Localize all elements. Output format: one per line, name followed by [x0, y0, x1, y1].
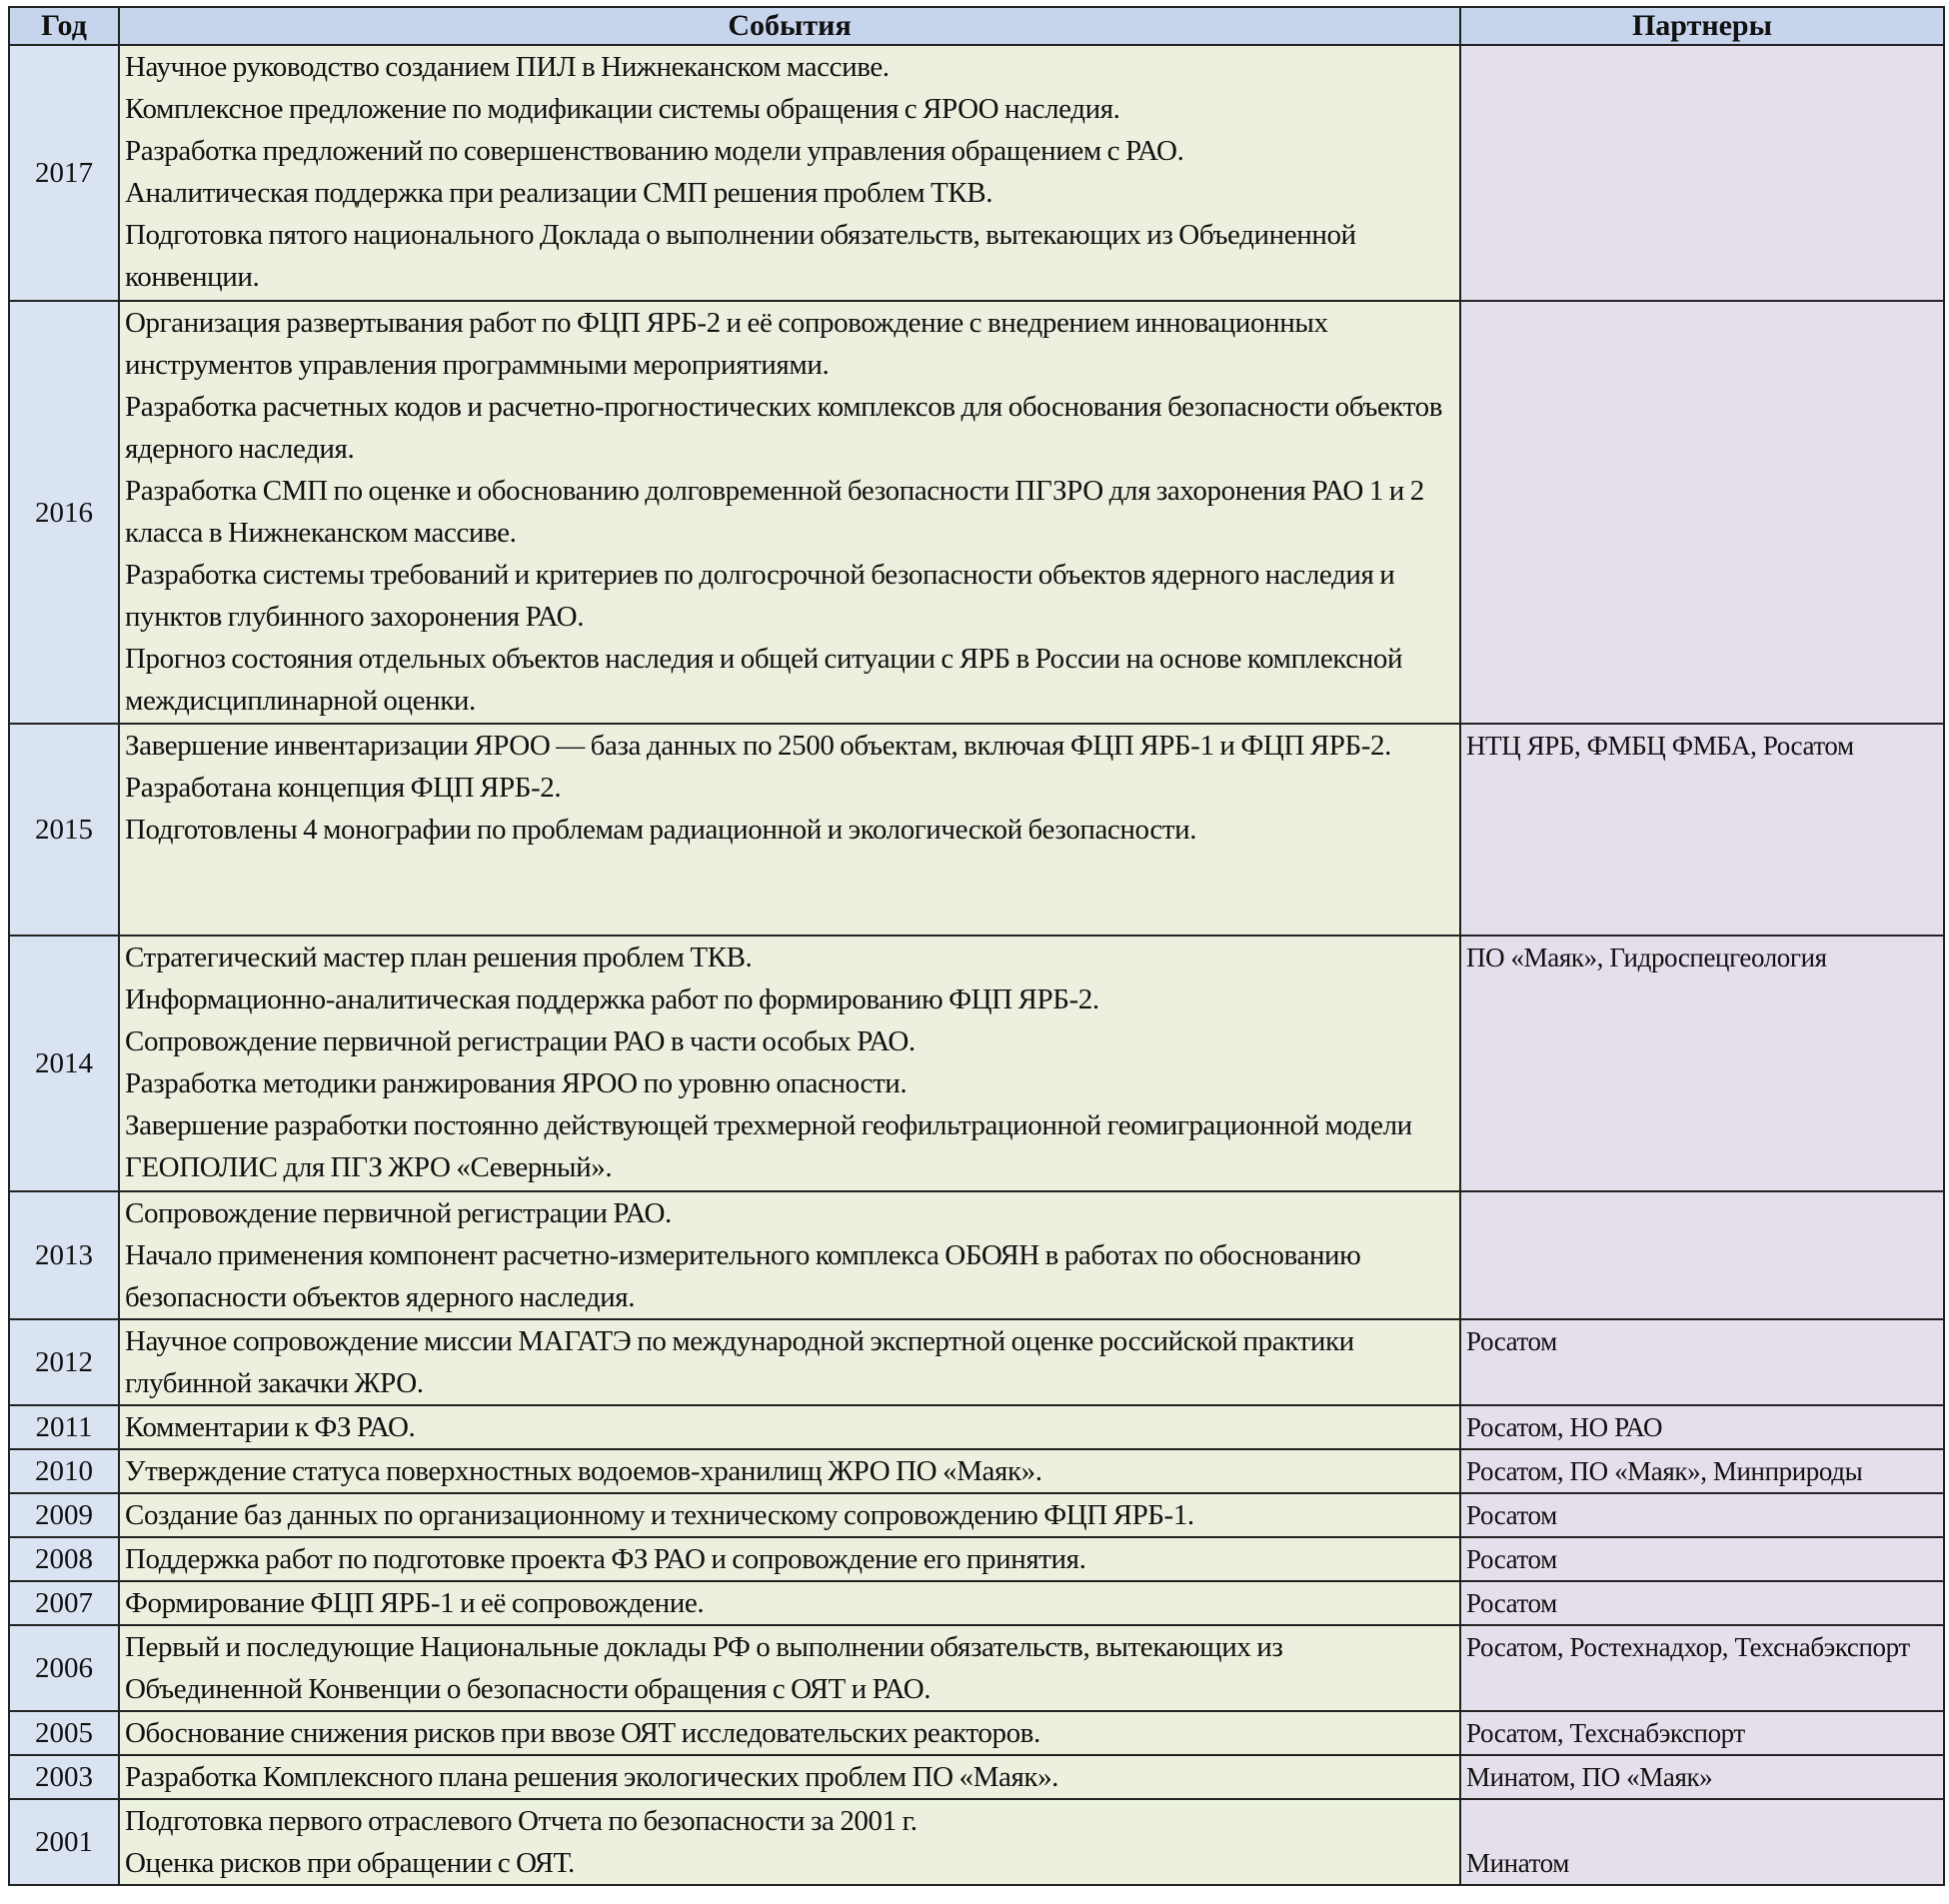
table-row [9, 1581, 1944, 1625]
event-item: Завершение разработки постоянно действующей трехмерной геофильтрационной геомиграционной модели ГЕОПОЛИС для ПГЗ ЖРО «Северный». [125, 1109, 1412, 1183]
header-year: Год [9, 7, 119, 45]
event-item: Комментарии к ФЗ РАО. [125, 1411, 416, 1443]
event-item: Обоснование снижения рисков при ввозе ОЯТ исследовательских реакторов. [125, 1717, 1040, 1749]
partners-cell: Росатом [1460, 1319, 1944, 1405]
partners-cell: Росатом, Техснабэкспорт [1460, 1711, 1944, 1755]
table-row [9, 1405, 1944, 1449]
partners-cell: ПО «Маяк», Гидроспецгеология [1460, 936, 1944, 1191]
event-item: Подготовлены 4 монографии по проблемам радиационной и экологической безопасности. [125, 814, 1197, 846]
event-item: Формирование ФЦП ЯРБ-1 и её сопровождение. [125, 1587, 705, 1619]
year-cell: 2014 [9, 936, 119, 1191]
year-cell: 2005 [9, 1711, 119, 1755]
year-cell: 2012 [9, 1319, 119, 1405]
year-cell: 2008 [9, 1537, 119, 1581]
event-item: Оценка рисков при обращении с ОЯТ. [125, 1847, 575, 1879]
events-cell [119, 1405, 1460, 1449]
table-row [9, 1711, 1944, 1755]
event-item: Первый и последующие Национальные доклады РФ о выполнении обязательств, вытекающих из Объединенной Конвенции о безопасности обращения с ОЯТ и РАО. [125, 1631, 1283, 1705]
year-cell: 2007 [9, 1581, 119, 1625]
event-item: Организация развертывания работ по ФЦП ЯРБ-2 и её сопровождение с внедрением инновационных инструментов управления программными мероприятиями. [125, 307, 1328, 381]
table-row [9, 1191, 1944, 1319]
partners-cell: Минатом, ПО «Маяк» [1460, 1755, 1944, 1799]
events-cell [119, 1191, 1460, 1319]
table-row [9, 1449, 1944, 1493]
event-item: Поддержка работ по подготовке проекта ФЗ РАО и сопровождение его принятия. [125, 1543, 1086, 1575]
partners-cell: Росатом, ПО «Маяк», Минприроды [1460, 1449, 1944, 1493]
table-row [9, 45, 1944, 301]
event-item: Прогноз состояния отдельных объектов наследия и общей ситуации с ЯРБ в России на основе комплексной междисциплинарной оценки. [125, 643, 1403, 717]
table-row [9, 936, 1944, 1191]
table-body [9, 45, 1944, 1885]
event-item: Разработка СМП по оценке и обоснованию долговременной безопасности ПГЗРО для захоронения РАО 1 и 2 класса в Нижнеканском массиве. [125, 475, 1424, 549]
events-cell [119, 1581, 1460, 1625]
events-cell [119, 45, 1460, 301]
year-cell: 2011 [9, 1405, 119, 1449]
year-cell: 2009 [9, 1493, 119, 1537]
table-row [9, 1625, 1944, 1711]
year-cell: 2006 [9, 1625, 119, 1711]
table-row [9, 1799, 1944, 1885]
event-item: Разработана концепция ФЦП ЯРБ-2. [125, 772, 562, 804]
events-cell [119, 1799, 1460, 1885]
partners-cell [1460, 301, 1944, 724]
event-item: Сопровождение первичной регистрации РАО в части особых РАО. [125, 1025, 916, 1057]
year-cell: 2003 [9, 1755, 119, 1799]
table-row [9, 1493, 1944, 1537]
header-events: События [119, 7, 1460, 45]
event-item: Научное сопровождение миссии МАГАТЭ по международной экспертной оценке российской практики глубинной закачки ЖРО. [125, 1325, 1354, 1399]
event-item: Подготовка первого отраслевого Отчета по безопасности за 2001 г. [125, 1805, 918, 1837]
events-cell [119, 936, 1460, 1191]
event-item: Утверждение статуса поверхностных водоемов-хранилищ ЖРО ПО «Маяк». [125, 1455, 1042, 1487]
year-cell: 2015 [9, 724, 119, 936]
event-item: Стратегический мастер план решения проблем ТКВ. [125, 942, 753, 973]
partners-cell [1460, 1191, 1944, 1319]
event-item: Завершение инвентаризации ЯРОО — база данных по 2500 объектам, включая ФЦП ЯРБ-1 и ФЦП ЯРБ-2. [125, 730, 1391, 762]
event-item: Разработка системы требований и критериев по долгосрочной безопасности объектов ядерного наследия и пунктов глубинного захоронения РАО. [125, 559, 1395, 633]
header-row [9, 7, 1944, 45]
table-row [9, 1537, 1944, 1581]
table-row [9, 724, 1944, 936]
year-cell: 2016 [9, 301, 119, 724]
events-cell [119, 1625, 1460, 1711]
event-item: Разработка предложений по совершенствованию модели управления обращением с РАО. [125, 135, 1184, 167]
event-item: Сопровождение первичной регистрации РАО. [125, 1197, 672, 1229]
partners-cell: Росатом [1460, 1537, 1944, 1581]
event-item: Подготовка пятого национального Доклада о выполнении обязательств, вытекающих из Объединенной конвенции. [125, 219, 1356, 293]
events-cell [119, 1319, 1460, 1405]
event-item: Аналитическая поддержка при реализации СМП решения проблем ТКВ. [125, 177, 993, 209]
partners-cell: Росатом [1460, 1493, 1944, 1537]
year-cell: 2013 [9, 1191, 119, 1319]
year-cell: 2017 [9, 45, 119, 301]
table-row [9, 301, 1944, 724]
events-cell [119, 301, 1460, 724]
events-cell [119, 724, 1460, 936]
year-cell: 2010 [9, 1449, 119, 1493]
table-row [9, 1755, 1944, 1799]
event-item: Комплексное предложение по модификации системы обращения с ЯРОО наследия. [125, 93, 1120, 125]
partners-cell: Росатом, НО РАО [1460, 1405, 1944, 1449]
table-row [9, 1319, 1944, 1405]
events-cell [119, 1449, 1460, 1493]
event-item: Научное руководство созданием ПИЛ в Нижнеканском массиве. [125, 51, 890, 83]
partners-cell [1460, 45, 1944, 301]
header-partners: Партнеры [1460, 7, 1944, 45]
event-item: Разработка методики ранжирования ЯРОО по уровню опасности. [125, 1067, 908, 1099]
event-item: Начало применения компонент расчетно-измерительного комплекса ОБОЯН в работах по обоснованию безопасности объектов ядерного наследия. [125, 1239, 1361, 1313]
partners-cell: Росатом [1460, 1581, 1944, 1625]
partners-cell: Минатом [1460, 1799, 1944, 1885]
events-cell [119, 1711, 1460, 1755]
partners-cell: Росатом, Ростехнадхор, Техснабэкспорт [1460, 1625, 1944, 1711]
event-item: Информационно-аналитическая поддержка работ по формированию ФЦП ЯРБ-2. [125, 983, 1099, 1015]
events-cell [119, 1537, 1460, 1581]
events-cell [119, 1493, 1460, 1537]
year-cell: 2001 [9, 1799, 119, 1885]
event-item: Разработка Комплексного плана решения экологических проблем ПО «Маяк». [125, 1761, 1059, 1793]
event-item: Разработка расчетных кодов и расчетно-прогностических комплексов для обоснования безопасности объектов ядерного наследия. [125, 391, 1442, 465]
event-item: Создание баз данных по организационному и техническому сопровождению ФЦП ЯРБ-1. [125, 1499, 1194, 1531]
events-cell [119, 1755, 1460, 1799]
partners-cell: НТЦ ЯРБ, ФМБЦ ФМБА, Росатом [1460, 724, 1944, 936]
events-table [8, 6, 1945, 1886]
